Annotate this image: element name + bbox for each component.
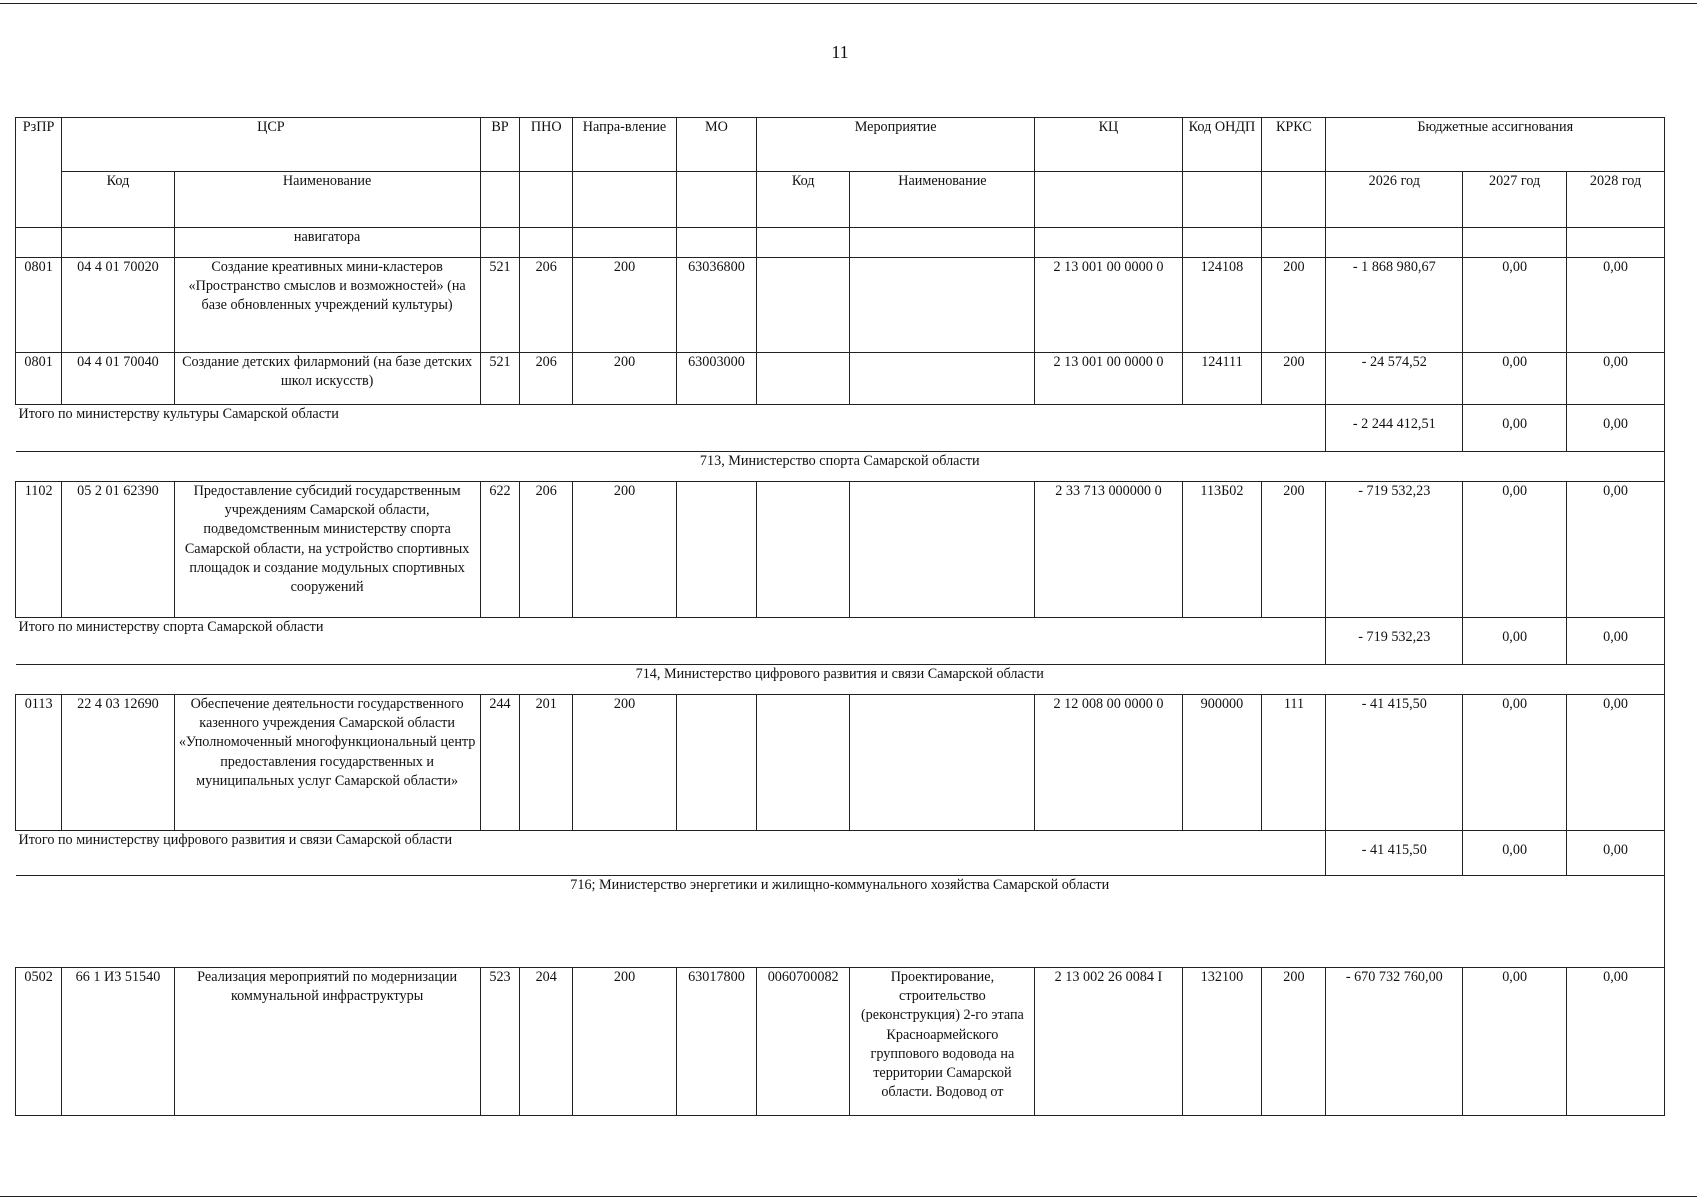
table-row: 1102 05 2 01 62390 Предоставление субсидий государственным учреждениям Самарской области, подведомственным министерству спорта Самарской области, на устройство спортивных площадок и создание модульных спортивных сооружений 622 206 200 2 33 713 000000 0 113Б02 200 - 719 532,23 0,00 0,00: [16, 482, 1665, 618]
header-tsr: ЦСР: [62, 118, 480, 172]
top-border-line: [0, 3, 1697, 4]
page-number: 11: [831, 42, 849, 62]
header-budget: Бюджетные ассигнования: [1326, 118, 1665, 172]
total-row: Итого по министерству цифрового развития и связи Самарской области - 41 415,50 0,00 0,00: [16, 831, 1665, 876]
continuation-row: [16, 228, 1665, 258]
header-meropriyatie: Мероприятие: [756, 118, 1035, 172]
header-year-2026: 2026 год: [1326, 172, 1463, 228]
total-row: Итого по министерству спорта Самарской области - 719 532,23 0,00 0,00: [16, 618, 1665, 665]
header-year-2028: 2028 год: [1567, 172, 1665, 228]
total-label: Итого по министерству культуры Самарской области: [16, 405, 1326, 452]
header-napr: Напра-вление: [573, 118, 677, 172]
header-row-1: [16, 118, 1665, 172]
ministry-heading-row: [16, 665, 1665, 695]
header-tsr-code: Код: [62, 172, 174, 228]
header-mer-name: Наименование: [850, 172, 1035, 228]
total-label: Итого по министерству цифрового развития и связи Самарской области: [16, 831, 1326, 876]
header-mer-code: Код: [756, 172, 850, 228]
header-pno: ПНО: [520, 118, 573, 172]
header-krks: КРКС: [1262, 118, 1326, 172]
header-kc: КЦ: [1035, 118, 1182, 172]
header-tsr-name: Наименование: [174, 172, 480, 228]
table-row: 0502 66 1 И3 51540 Реализация мероприятий по модернизации коммунальной инфраструктуры 523 204 200 63017800 0060700082 Проектирование, строительство (реконструкция) 2-го этапа Красноармейского группового водовода на территории Самарской области. Водовод от 2 13 002 26 0084 I 132100 200 - 670 732 760,00 0,00 0,00: [16, 968, 1665, 1116]
ministry-heading: 713, Министерство спорта Самарской области: [16, 452, 1665, 482]
ministry-heading: 714, Министерство цифрового развития и связи Самарской области: [16, 665, 1665, 695]
total-label: Итого по министерству спорта Самарской области: [16, 618, 1326, 665]
table-row: 0801 04 4 01 70040 Создание детских филармоний (на базе детских школ искусств) 521 206 200 63003000 2 13 001 00 0000 0 124111 200 - 24 574,52 0,00 0,00: [16, 353, 1665, 405]
bottom-border-line: [0, 1196, 1697, 1197]
total-row: Итого по министерству культуры Самарской области - 2 244 412,51 0,00 0,00: [16, 405, 1665, 452]
header-mo: МО: [677, 118, 757, 172]
header-rzpr: РзПР: [16, 118, 62, 228]
budget-table: [15, 117, 1665, 1116]
header-kod-ondp: Код ОНДП: [1182, 118, 1262, 172]
table-row: 0113 22 4 03 12690 Обеспечение деятельности государственного казенного учреждения Самарской области «Уполномоченный многофункциональный центр предоставления государственных и муниципальных услуг Самарской области» 244 201 200 2 12 008 00 0000 0 900000 111 - 41 415,50 0,00 0,00: [16, 695, 1665, 831]
ministry-heading-row: [16, 452, 1665, 482]
ministry-heading: 716; Министерство энергетики и жилищно-коммунального хозяйства Самарской области: [16, 876, 1665, 968]
table-row: 0801 04 4 01 70020 Создание креативных мини-кластеров «Пространство смыслов и возможностей» (на базе обновленных учреждений культуры) 521 206 200 63036800 2 13 001 00 0000 0 124108 200 - 1 868 980,67 0,00 0,00: [16, 258, 1665, 353]
continuation-name: навигатора: [174, 228, 480, 258]
header-vr: ВР: [480, 118, 520, 172]
header-year-2027: 2027 год: [1463, 172, 1567, 228]
header-row-2: [16, 172, 1665, 228]
ministry-heading-row: [16, 876, 1665, 968]
